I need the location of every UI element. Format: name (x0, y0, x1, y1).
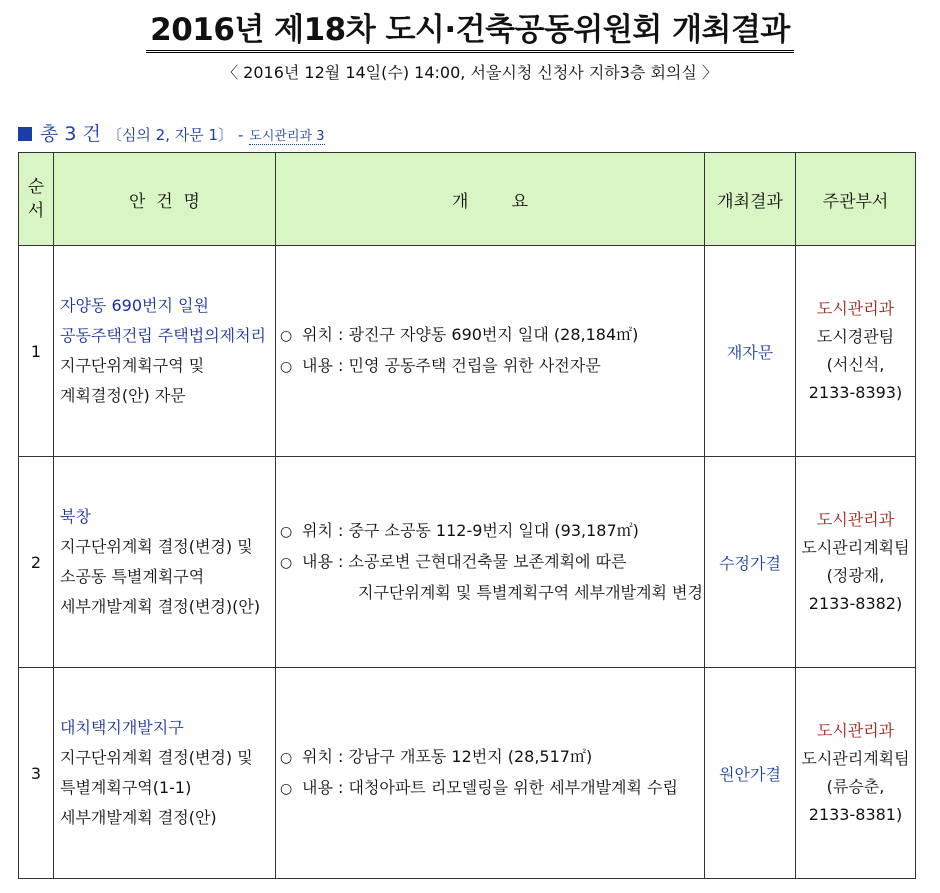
overview-location: ○ 위치 : 강남구 개포동 12번지 (28,517㎡) (280, 742, 703, 773)
meeting-info: 〈 2016년 12월 14일(수) 14:00, 서울시청 신청사 지하3층 회의실 〉 (222, 63, 718, 82)
item-line: 세부개발계획 결정(변경)(안) (60, 597, 261, 616)
dept-line: 2133-8393) (808, 383, 903, 402)
item-line: 자양동 690번지 일원 (60, 296, 209, 315)
item-line: 소공동 특별계획구역 (60, 567, 205, 586)
overview-label: 위치 (302, 521, 333, 540)
row-seq: 1 (19, 246, 54, 457)
row-item (54, 457, 276, 668)
results-table (18, 152, 916, 879)
dept-line: 도시관리과 (816, 721, 895, 740)
dept-line: 2133-8381) (808, 805, 903, 824)
overview-label: 내용 (302, 356, 333, 375)
dept-line: 2133-8382) (808, 594, 903, 613)
item-line: 특별계획구역(1-1) (60, 778, 192, 797)
circle-bullet-icon: ○ (280, 750, 293, 766)
overview-text: 강남구 개포동 12번지 (28,517㎡) (348, 747, 593, 766)
table-row (19, 246, 916, 457)
header-seq (19, 153, 54, 246)
item-line: 지구단위계획구역 및 (60, 356, 205, 375)
summary-dept: 도시관리과 3 (249, 129, 325, 144)
overview-content: ○ 내용 : 민영 공동주택 건립을 위한 사전자문 (280, 351, 703, 382)
row-seq: 3 (19, 668, 54, 879)
row-result: 수정가결 (705, 457, 796, 668)
circle-bullet-icon: ○ (280, 328, 293, 344)
summary-total: 총 3 건 (40, 123, 101, 145)
dept-line: 도시관리과 (816, 299, 895, 318)
item-line: 북창 (60, 507, 91, 526)
square-bullet-icon (18, 127, 32, 141)
overview-label: 내용 (302, 552, 333, 571)
circle-bullet-icon: ○ (280, 781, 293, 797)
overview-location: ○ 위치 : 광진구 자양동 690번지 일대 (28,184㎡) (280, 320, 703, 351)
dept-line: (정광재, (826, 566, 885, 585)
table-row (19, 457, 916, 668)
item-line: 공동주택건립 주택법의제처리 (60, 326, 267, 345)
row-overview (276, 668, 705, 879)
dept-line: 도시관리계획팀 (801, 749, 910, 768)
summary-detail: 〔심의 2, 자문 1〕 - (106, 126, 244, 144)
item-line: 세부개발계획 결정(안) (60, 808, 217, 827)
item-line: 지구단위계획 결정(변경) 및 (60, 537, 253, 556)
row-dept (796, 457, 916, 668)
overview-label: 내용 (302, 778, 333, 797)
overview-label: 위치 (302, 325, 333, 344)
row-overview (276, 457, 705, 668)
table-row (19, 668, 916, 879)
table-header-row (19, 153, 916, 246)
overview-text: 민영 공동주택 건립을 위한 사전자문 (348, 356, 601, 375)
header-result: 개최결과 (705, 153, 796, 246)
row-overview (276, 246, 705, 457)
page-title-text: 2016년 제18차 도시·건축공동위원회 개최결과 (146, 4, 794, 53)
overview-content: ○ 내용 : 소공로변 근현대건축물 보존계획에 따른 (280, 547, 703, 578)
row-item (54, 246, 276, 457)
circle-bullet-icon: ○ (280, 555, 293, 571)
row-result: 원안가결 (705, 668, 796, 879)
dept-line: 도시경관팀 (816, 327, 895, 346)
circle-bullet-icon: ○ (280, 524, 293, 540)
overview-continuation: 지구단위계획 및 특별계획구역 세부개발계획 변경 (358, 583, 703, 602)
item-line: 대치택지개발지구 (60, 718, 184, 737)
header-seq-2: 서 (27, 201, 45, 221)
dept-line: (서신석, (826, 355, 885, 374)
row-dept (796, 246, 916, 457)
overview-location: ○ 위치 : 중구 소공동 112-9번지 일대 (93,187㎡) (280, 516, 703, 547)
row-dept (796, 668, 916, 879)
header-dept: 주관부서 (796, 153, 916, 246)
item-line: 지구단위계획 결정(변경) 및 (60, 748, 253, 767)
row-item (54, 668, 276, 879)
overview-text: 대청아파트 리모델링을 위한 세부개발계획 수립 (348, 778, 678, 797)
summary-line (18, 119, 325, 146)
page-title (0, 4, 940, 53)
header-item: 안 건 명 (54, 153, 276, 246)
overview-text: 소공로변 근현대건축물 보존계획에 따른 (348, 552, 627, 571)
circle-bullet-icon: ○ (280, 359, 293, 375)
row-seq: 2 (19, 457, 54, 668)
overview-text: 중구 소공동 112-9번지 일대 (93,187㎡) (348, 521, 639, 540)
header-overview: 개 요 (276, 153, 705, 246)
header-seq-1: 순 (27, 177, 45, 197)
dept-line: 도시관리과 (816, 510, 895, 529)
dept-line: (류승춘, (826, 777, 885, 796)
overview-content: ○ 내용 : 대청아파트 리모델링을 위한 세부개발계획 수립 (280, 773, 703, 804)
dept-line: 도시관리계획팀 (801, 538, 910, 557)
item-line: 계획결정(안) 자문 (60, 386, 186, 405)
overview-label: 위치 (302, 747, 333, 766)
overview-text: 광진구 자양동 690번지 일대 (28,184㎡) (348, 325, 639, 344)
row-result: 재자문 (705, 246, 796, 457)
